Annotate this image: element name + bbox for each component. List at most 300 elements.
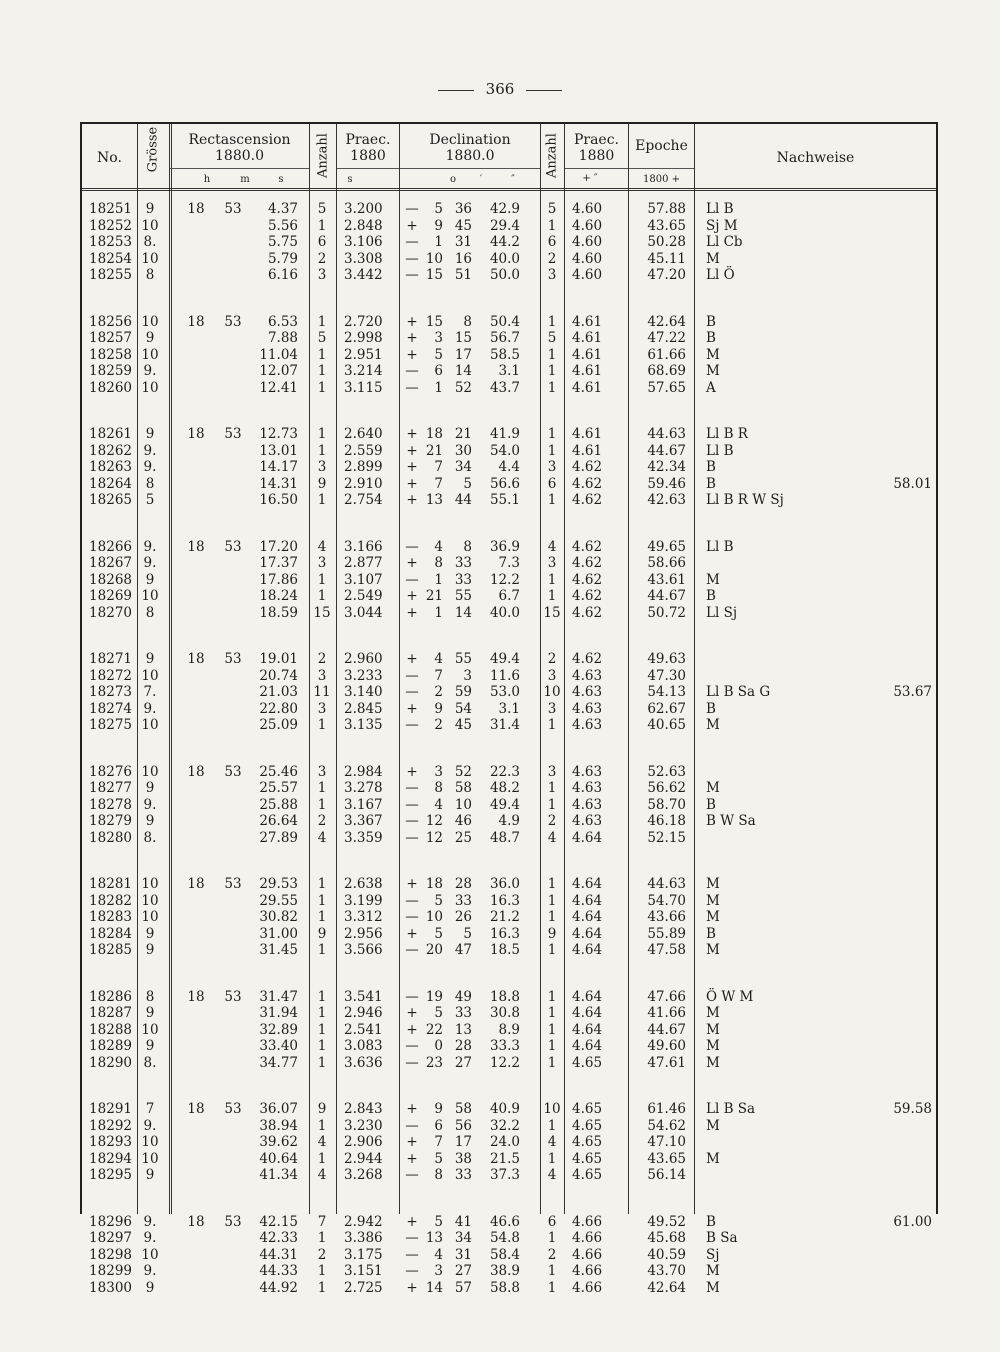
cell-pd: 4.64 bbox=[572, 1005, 603, 1021]
cell-pd: 4.62 bbox=[572, 588, 603, 604]
cell-ep: 58.66 bbox=[647, 555, 686, 571]
cell-ds: — bbox=[405, 780, 419, 796]
cell-pr: 3.107 bbox=[344, 571, 383, 588]
cell-pd: 4.60 bbox=[572, 250, 603, 267]
cell-pd: 4.60 bbox=[572, 201, 603, 217]
cell-ep: 47.58 bbox=[647, 942, 686, 958]
cell-pd: 4.61 bbox=[572, 442, 603, 459]
cell-dsec: 11.6 bbox=[489, 667, 520, 684]
cell-dsec: 58.8 bbox=[489, 1279, 520, 1296]
cell-ds: — bbox=[405, 942, 419, 958]
cell-ds: — bbox=[405, 684, 419, 700]
cell-no: 18271 bbox=[89, 651, 132, 667]
header-groesse: Grösse bbox=[145, 126, 161, 173]
cell-dsec: 56.6 bbox=[489, 475, 520, 492]
header-decl-deg: o bbox=[449, 174, 457, 185]
cell-n1: 2 bbox=[317, 813, 327, 829]
cell-ds: — bbox=[405, 1054, 419, 1071]
header-praec-unit: s bbox=[347, 174, 353, 185]
header-epoche-unit: 1800 + bbox=[642, 174, 680, 185]
cell-n1: 1 bbox=[317, 588, 327, 604]
cell-pr: 3.386 bbox=[344, 1230, 383, 1246]
cell-n1: 1 bbox=[317, 1054, 327, 1071]
cell-dd: 1 bbox=[434, 234, 443, 250]
cell-dd: 12 bbox=[425, 829, 443, 846]
cell-m: 53 bbox=[224, 538, 242, 555]
cell-ex: 59.58 bbox=[893, 1101, 932, 1117]
left-dash bbox=[438, 90, 474, 91]
cell-gr: 9. bbox=[143, 459, 157, 475]
cell-dm: 44 bbox=[454, 492, 472, 508]
cell-dm: 56 bbox=[454, 1117, 472, 1134]
cell-gr: 9. bbox=[143, 1230, 157, 1246]
cell-ep: 50.28 bbox=[647, 234, 686, 250]
cell-dd: 8 bbox=[434, 1167, 443, 1183]
cell-pr: 2.910 bbox=[344, 475, 383, 492]
cell-dm: 45 bbox=[454, 717, 472, 733]
cell-nw: M bbox=[706, 1005, 720, 1021]
cell-ep: 47.66 bbox=[647, 988, 686, 1005]
cell-ds: + bbox=[406, 1005, 418, 1021]
cell-pd: 4.62 bbox=[572, 555, 603, 571]
cell-dsec: 18.5 bbox=[489, 942, 520, 958]
cell-n2: 3 bbox=[547, 267, 557, 283]
header-rectascension: Rectascension bbox=[188, 132, 291, 148]
cell-ex: 58.01 bbox=[893, 475, 932, 492]
cell-nw: B bbox=[706, 1213, 716, 1230]
cell-dm: 34 bbox=[454, 1230, 472, 1246]
cell-ep: 50.72 bbox=[647, 604, 686, 621]
cell-n1: 4 bbox=[317, 1134, 327, 1150]
cell-ds: + bbox=[406, 475, 418, 492]
cell-dsec: 16.3 bbox=[489, 892, 520, 909]
cell-dsec: 12.2 bbox=[489, 1054, 520, 1071]
cell-pr: 3.312 bbox=[344, 909, 383, 925]
cell-gr: 9. bbox=[143, 442, 157, 459]
cell-n1: 15 bbox=[313, 604, 331, 621]
cell-dm: 52 bbox=[454, 379, 472, 396]
cell-n1: 11 bbox=[313, 684, 331, 700]
cell-n2: 1 bbox=[547, 1150, 557, 1167]
cell-n1: 3 bbox=[317, 555, 327, 571]
cell-n1: 1 bbox=[317, 942, 327, 958]
cell-gr: 8 bbox=[145, 267, 155, 283]
cell-no: 18269 bbox=[89, 588, 132, 604]
cell-nw: Sj bbox=[706, 1246, 720, 1263]
cell-ep: 47.61 bbox=[647, 1054, 686, 1071]
header-rect-s: s bbox=[278, 174, 284, 185]
header-nachweise: Nachweise bbox=[776, 150, 855, 166]
catalogue-table bbox=[80, 122, 938, 1296]
cell-gr: 10 bbox=[141, 1021, 159, 1038]
cell-pr: 3.166 bbox=[344, 538, 383, 555]
cell-dd: 12 bbox=[425, 813, 443, 829]
cell-ep: 43.65 bbox=[647, 217, 686, 234]
cell-gr: 8 bbox=[145, 604, 155, 621]
cell-ep: 52.63 bbox=[647, 763, 686, 780]
cell-dd: 7 bbox=[434, 459, 443, 475]
cell-no: 18278 bbox=[89, 796, 132, 813]
cell-n2: 10 bbox=[543, 684, 561, 700]
cell-dm: 10 bbox=[454, 796, 472, 813]
cell-s: 42.15 bbox=[259, 1213, 298, 1230]
cell-n2: 3 bbox=[547, 763, 557, 780]
cell-ep: 54.70 bbox=[647, 892, 686, 909]
cell-dd: 22 bbox=[425, 1021, 443, 1038]
cell-dd: 4 bbox=[434, 538, 443, 555]
cell-ep: 46.18 bbox=[647, 813, 686, 829]
cell-nw: Ll B R W Sj bbox=[706, 492, 784, 508]
cell-ds: — bbox=[405, 1038, 419, 1054]
cell-dd: 1 bbox=[434, 571, 443, 588]
cell-dsec: 3.1 bbox=[498, 363, 520, 379]
cell-s: 5.75 bbox=[267, 234, 298, 250]
cell-dd: 9 bbox=[434, 700, 443, 717]
cell-n2: 1 bbox=[547, 217, 557, 234]
cell-s: 25.88 bbox=[259, 796, 298, 813]
cell-no: 18274 bbox=[89, 700, 132, 717]
cell-n1: 1 bbox=[317, 988, 327, 1005]
header-rule bbox=[82, 188, 936, 191]
cell-n2: 6 bbox=[547, 1213, 557, 1230]
cell-pd: 4.62 bbox=[572, 475, 603, 492]
cell-ex: 53.67 bbox=[893, 684, 932, 700]
cell-pr: 2.549 bbox=[344, 588, 383, 604]
cell-no: 18255 bbox=[89, 267, 132, 283]
cell-n2: 5 bbox=[547, 330, 557, 346]
cell-dm: 27 bbox=[454, 1263, 472, 1279]
cell-pd: 4.65 bbox=[572, 1134, 603, 1150]
cell-m: 53 bbox=[224, 201, 242, 217]
cell-pd: 4.65 bbox=[572, 1117, 603, 1134]
cell-ds: + bbox=[406, 555, 418, 571]
cell-dm: 33 bbox=[454, 1167, 472, 1183]
cell-nw: A bbox=[706, 379, 716, 396]
cell-dd: 1 bbox=[434, 604, 443, 621]
cell-pd: 4.64 bbox=[572, 829, 603, 846]
cell-n1: 4 bbox=[317, 829, 327, 846]
cell-ep: 42.34 bbox=[647, 459, 686, 475]
cell-dd: 4 bbox=[434, 796, 443, 813]
cell-ds: — bbox=[405, 1246, 419, 1263]
cell-m: 53 bbox=[224, 426, 242, 442]
cell-gr: 8. bbox=[143, 234, 157, 250]
cell-gr: 7. bbox=[143, 684, 157, 700]
cell-ds: — bbox=[405, 988, 419, 1005]
cell-n2: 1 bbox=[547, 1263, 557, 1279]
cell-h: 18 bbox=[187, 988, 205, 1005]
cell-dm: 14 bbox=[454, 363, 472, 379]
cell-dd: 8 bbox=[434, 555, 443, 571]
cell-s: 33.40 bbox=[259, 1038, 298, 1054]
cell-pr: 3.367 bbox=[344, 813, 383, 829]
cell-dm: 31 bbox=[454, 1246, 472, 1263]
cell-nw: M bbox=[706, 1038, 720, 1054]
cell-no: 18268 bbox=[89, 571, 132, 588]
cell-nw: M bbox=[706, 1117, 720, 1134]
cell-n2: 1 bbox=[547, 942, 557, 958]
cell-pr: 2.843 bbox=[344, 1101, 383, 1117]
cell-dd: 3 bbox=[434, 330, 443, 346]
cell-no: 18284 bbox=[89, 925, 132, 942]
cell-s: 18.59 bbox=[259, 604, 298, 621]
cell-s: 44.33 bbox=[259, 1263, 298, 1279]
cell-dsec: 46.6 bbox=[489, 1213, 520, 1230]
cell-s: 5.79 bbox=[267, 250, 298, 267]
cell-pr: 3.135 bbox=[344, 717, 383, 733]
cell-gr: 9 bbox=[145, 1279, 155, 1296]
cell-no: 18292 bbox=[89, 1117, 132, 1134]
cell-gr: 10 bbox=[141, 313, 159, 330]
header-praec-2-year: 1880 bbox=[578, 148, 615, 164]
cell-n1: 2 bbox=[317, 1246, 327, 1263]
cell-n1: 1 bbox=[317, 1150, 327, 1167]
cell-nw: B bbox=[706, 459, 716, 475]
cell-pr: 2.984 bbox=[344, 763, 383, 780]
cell-dsec: 49.4 bbox=[489, 796, 520, 813]
cell-s: 12.07 bbox=[259, 363, 298, 379]
cell-pr: 3.199 bbox=[344, 892, 383, 909]
cell-ds: + bbox=[406, 1279, 418, 1296]
cell-n2: 1 bbox=[547, 492, 557, 508]
cell-ep: 54.62 bbox=[647, 1117, 686, 1134]
cell-n2: 1 bbox=[547, 717, 557, 733]
cell-no: 18297 bbox=[89, 1230, 132, 1246]
cell-dm: 15 bbox=[454, 330, 472, 346]
cell-s: 17.86 bbox=[259, 571, 298, 588]
cell-s: 6.53 bbox=[267, 313, 298, 330]
header-subrule bbox=[400, 168, 540, 169]
cell-dd: 2 bbox=[434, 684, 443, 700]
cell-dm: 47 bbox=[454, 942, 472, 958]
cell-s: 4.37 bbox=[267, 201, 298, 217]
cell-gr: 8 bbox=[145, 475, 155, 492]
cell-n2: 1 bbox=[547, 1038, 557, 1054]
cell-dm: 41 bbox=[454, 1213, 472, 1230]
cell-gr: 10 bbox=[141, 1150, 159, 1167]
header-epoche: Epoche bbox=[635, 138, 688, 154]
cell-nw: Ll Sj bbox=[706, 604, 738, 621]
cell-dm: 49 bbox=[454, 988, 472, 1005]
cell-ep: 58.70 bbox=[647, 796, 686, 813]
cell-n1: 3 bbox=[317, 267, 327, 283]
cell-ds: + bbox=[406, 442, 418, 459]
cell-ds: — bbox=[405, 1263, 419, 1279]
cell-pd: 4.62 bbox=[572, 604, 603, 621]
cell-n1: 1 bbox=[317, 1230, 327, 1246]
cell-s: 31.00 bbox=[259, 925, 298, 942]
cell-n2: 6 bbox=[547, 475, 557, 492]
cell-pr: 3.200 bbox=[344, 201, 383, 217]
cell-ep: 49.65 bbox=[647, 538, 686, 555]
cell-ds: — bbox=[405, 813, 419, 829]
cell-n2: 5 bbox=[547, 201, 557, 217]
cell-pr: 3.230 bbox=[344, 1117, 383, 1134]
cell-dm: 55 bbox=[454, 588, 472, 604]
cell-dm: 52 bbox=[454, 763, 472, 780]
cell-ds: + bbox=[406, 763, 418, 780]
cell-pd: 4.65 bbox=[572, 1150, 603, 1167]
cell-s: 40.64 bbox=[259, 1150, 298, 1167]
cell-no: 18261 bbox=[89, 426, 132, 442]
cell-dd: 7 bbox=[434, 667, 443, 684]
cell-m: 53 bbox=[224, 763, 242, 780]
cell-ds: + bbox=[406, 651, 418, 667]
cell-pd: 4.64 bbox=[572, 925, 603, 942]
cell-n1: 2 bbox=[317, 651, 327, 667]
cell-n2: 1 bbox=[547, 571, 557, 588]
cell-pr: 3.106 bbox=[344, 234, 383, 250]
cell-no: 18291 bbox=[89, 1101, 132, 1117]
cell-dm: 51 bbox=[454, 267, 472, 283]
header-decl-epoch: 1880.0 bbox=[445, 148, 495, 164]
cell-gr: 8 bbox=[145, 988, 155, 1005]
cell-pd: 4.63 bbox=[572, 796, 603, 813]
cell-gr: 9 bbox=[145, 780, 155, 796]
cell-no: 18254 bbox=[89, 250, 132, 267]
cell-gr: 9. bbox=[143, 538, 157, 555]
cell-nw: M bbox=[706, 717, 720, 733]
cell-n2: 1 bbox=[547, 988, 557, 1005]
cell-dsec: 37.3 bbox=[489, 1167, 520, 1183]
cell-h: 18 bbox=[187, 201, 205, 217]
cell-nw: M bbox=[706, 1021, 720, 1038]
cell-ds: — bbox=[405, 250, 419, 267]
cell-n1: 1 bbox=[317, 876, 327, 892]
cell-ep: 57.88 bbox=[647, 201, 686, 217]
cell-nw: Ll B bbox=[706, 442, 734, 459]
cell-dsec: 58.5 bbox=[489, 346, 520, 363]
col-rule bbox=[169, 124, 172, 1214]
cell-dm: 58 bbox=[454, 780, 472, 796]
cell-ep: 40.59 bbox=[647, 1246, 686, 1263]
cell-no: 18265 bbox=[89, 492, 132, 508]
cell-dd: 5 bbox=[434, 346, 443, 363]
cell-pr: 2.942 bbox=[344, 1213, 383, 1230]
cell-no: 18295 bbox=[89, 1167, 132, 1183]
cell-nw: B bbox=[706, 925, 716, 942]
cell-n2: 1 bbox=[547, 909, 557, 925]
cell-dd: 9 bbox=[434, 1101, 443, 1117]
cell-gr: 9 bbox=[145, 1005, 155, 1021]
cell-pd: 4.63 bbox=[572, 700, 603, 717]
cell-pr: 3.083 bbox=[344, 1038, 383, 1054]
cell-no: 18270 bbox=[89, 604, 132, 621]
cell-dm: 54 bbox=[454, 700, 472, 717]
cell-m: 53 bbox=[224, 313, 242, 330]
cell-dsec: 6.7 bbox=[498, 588, 520, 604]
header-no: No. bbox=[97, 150, 122, 166]
cell-pr: 2.725 bbox=[344, 1279, 383, 1296]
cell-n2: 1 bbox=[547, 588, 557, 604]
cell-nw: M bbox=[706, 876, 720, 892]
cell-m: 53 bbox=[224, 988, 242, 1005]
cell-dm: 31 bbox=[454, 234, 472, 250]
cell-s: 5.56 bbox=[267, 217, 298, 234]
cell-ep: 61.66 bbox=[647, 346, 686, 363]
cell-ds: + bbox=[406, 925, 418, 942]
cell-gr: 10 bbox=[141, 667, 159, 684]
cell-n1: 1 bbox=[317, 313, 327, 330]
cell-ds: — bbox=[405, 1230, 419, 1246]
cell-no: 18294 bbox=[89, 1150, 132, 1167]
cell-no: 18281 bbox=[89, 876, 132, 892]
cell-s: 44.92 bbox=[259, 1279, 298, 1296]
cell-pr: 3.214 bbox=[344, 363, 383, 379]
cell-nw: Ll Ö bbox=[706, 267, 735, 283]
cell-gr: 9. bbox=[143, 363, 157, 379]
cell-nw: B bbox=[706, 330, 716, 346]
cell-no: 18299 bbox=[89, 1263, 132, 1279]
cell-dsec: 44.2 bbox=[489, 234, 520, 250]
cell-pr: 3.151 bbox=[344, 1263, 383, 1279]
cell-ep: 42.63 bbox=[647, 492, 686, 508]
cell-dd: 5 bbox=[434, 925, 443, 942]
cell-pd: 4.63 bbox=[572, 717, 603, 733]
cell-n2: 3 bbox=[547, 459, 557, 475]
cell-dd: 18 bbox=[425, 876, 443, 892]
cell-m: 53 bbox=[224, 1213, 242, 1230]
cell-dsec: 38.9 bbox=[489, 1263, 520, 1279]
cell-h: 18 bbox=[187, 313, 205, 330]
cell-pr: 3.268 bbox=[344, 1167, 383, 1183]
cell-no: 18287 bbox=[89, 1005, 132, 1021]
cell-s: 31.45 bbox=[259, 942, 298, 958]
cell-ep: 43.70 bbox=[647, 1263, 686, 1279]
cell-dd: 9 bbox=[434, 217, 443, 234]
cell-dsec: 12.2 bbox=[489, 571, 520, 588]
cell-pd: 4.61 bbox=[572, 363, 603, 379]
cell-nw: Ll B R bbox=[706, 426, 748, 442]
cell-n1: 1 bbox=[317, 1005, 327, 1021]
cell-no: 18275 bbox=[89, 717, 132, 733]
cell-n1: 1 bbox=[317, 1038, 327, 1054]
cell-h: 18 bbox=[187, 1213, 205, 1230]
cell-ds: + bbox=[406, 588, 418, 604]
cell-no: 18300 bbox=[89, 1279, 132, 1296]
cell-s: 25.57 bbox=[259, 780, 298, 796]
cell-n2: 9 bbox=[547, 925, 557, 942]
cell-n2: 1 bbox=[547, 442, 557, 459]
cell-nw: Ll B bbox=[706, 538, 734, 555]
cell-pd: 4.64 bbox=[572, 876, 603, 892]
cell-dm: 25 bbox=[454, 829, 472, 846]
cell-pd: 4.66 bbox=[572, 1246, 603, 1263]
cell-ep: 41.66 bbox=[647, 1005, 686, 1021]
cell-ds: — bbox=[405, 571, 419, 588]
cell-ds: — bbox=[405, 717, 419, 733]
cell-ep: 42.64 bbox=[647, 1279, 686, 1296]
cell-no: 18258 bbox=[89, 346, 132, 363]
cell-dsec: 43.7 bbox=[489, 379, 520, 396]
cell-dm: 21 bbox=[454, 426, 472, 442]
cell-s: 6.16 bbox=[267, 267, 298, 283]
cell-ep: 62.67 bbox=[647, 700, 686, 717]
cell-n1: 3 bbox=[317, 459, 327, 475]
cell-ep: 57.65 bbox=[647, 379, 686, 396]
header-anzahl: Anzahl bbox=[315, 133, 331, 178]
cell-no: 18285 bbox=[89, 942, 132, 958]
right-dash bbox=[526, 90, 562, 91]
cell-dsec: 40.9 bbox=[489, 1101, 520, 1117]
cell-n1: 5 bbox=[317, 201, 327, 217]
cell-n2: 4 bbox=[547, 538, 557, 555]
cell-ds: — bbox=[405, 796, 419, 813]
cell-pd: 4.63 bbox=[572, 813, 603, 829]
cell-n2: 1 bbox=[547, 1117, 557, 1134]
cell-dd: 6 bbox=[434, 363, 443, 379]
cell-n1: 1 bbox=[317, 217, 327, 234]
